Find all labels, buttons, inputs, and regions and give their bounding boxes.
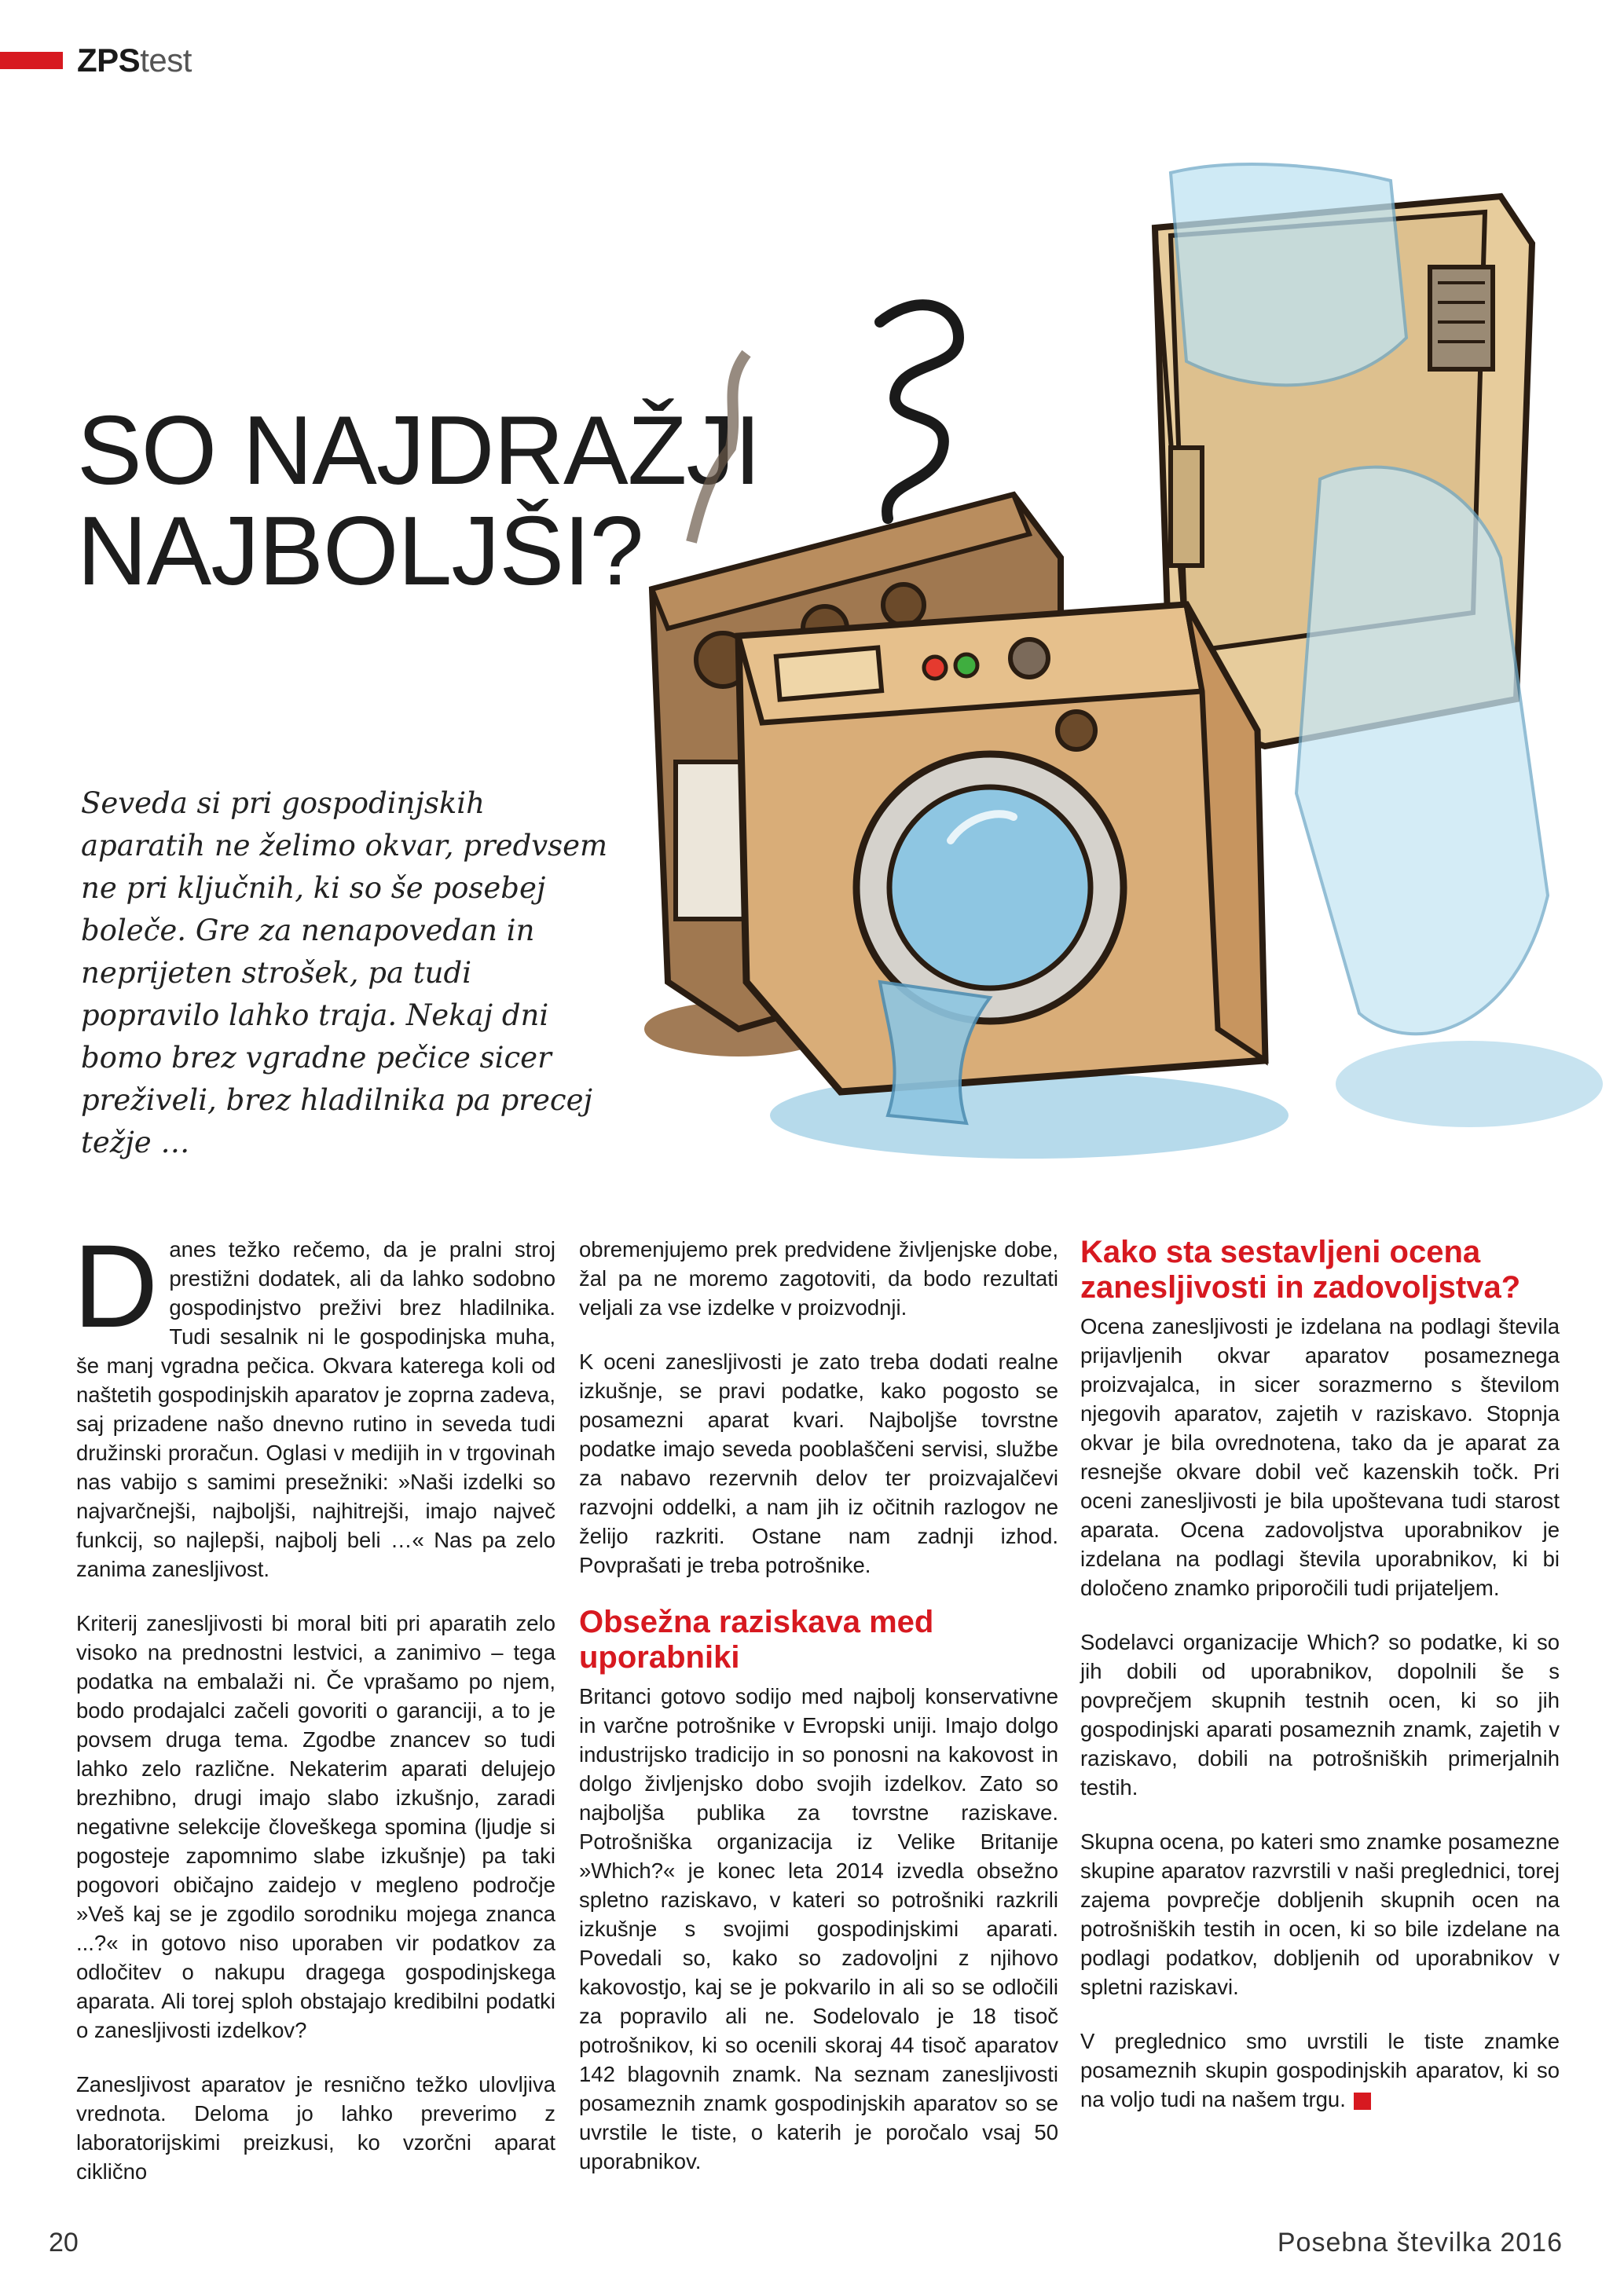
program-dial xyxy=(1010,639,1048,677)
oven-knob xyxy=(883,584,924,625)
drop-cap: D xyxy=(73,1220,159,1352)
body-column-3 xyxy=(1080,1235,1560,2139)
paragraph: Skupna ocena, po kateri smo znamke posamezne skupine aparatov razvrstili v naši preglednici, torej zajema povprečje dobljenih skupnih ocen na potrošniških testih in ocen, ki so bile izdelane na podlagi podatkov, dobljenih od uporabnikov v spletni raziskavi. xyxy=(1080,1829,1560,1999)
broken-knob xyxy=(1058,712,1095,749)
paragraph xyxy=(1080,2027,1560,2114)
body-column-1 xyxy=(73,1220,555,2211)
paragraph-text: anes težko rečemo, da je pralni stroj prestižni dodatek, ali da lahko sodobno gospodinjstvo preživi brez hladilnika. Tudi sesalnik ni le gospodinjska muha, še manj vgradna pečica. Okvara katerega koli od naštetih gospodinjskih aparatov je zoprna zadeva, saj prizadene našo dnevno rutino in seveda tudi družinski proračun. Oglasi v medijih in v trgovinah nas vabijo s samimi presežniki: »Naši izdelki so najvarčnejši, najboljši, najhitrejši, imajo največ funkcij, so najlepši, najbolj beli …« Nas pa zelo zanima zanesljivost. xyxy=(76,1237,555,1581)
body-column-2 xyxy=(579,1235,1058,2201)
section-heading: Obsežna raziskava med uporabniki xyxy=(579,1605,934,1675)
logo-bold: ZPS xyxy=(77,42,141,79)
paragraph: K oceni zanesljivosti je zato treba dodati realne izkušnje, se pravi podatke, kako pogosto se posamezni aparat kvari. Najboljše tovrstne podatke imajo seveda pooblaščeni servisi, službe za nabavo rezervnih delov ter proizvajalčevi razvojni oddelki, a nam jih iz očitnih razlogov ne želijo razkriti. Ostane nam zadnji izhod. Povprašati je treba potrošnike. xyxy=(579,1349,1058,1577)
paragraph xyxy=(73,1220,555,1584)
water-puddle-right xyxy=(1336,1041,1603,1127)
paragraph: Ocena zanesljivosti je izdelana na podlagi števila prijavljenih okvar aparatov posameznega proizvajalca, in sicer sorazmerno s številom njegovih aparatov, zajetih v raziskavo. Stopnja okvar je bila ovrednotena, tako da je aparat za resnejše okvare dobil več kazenskih točk. Pri oceni zanesljivosti je bila upoštevana tudi starost aparata. Ocena zadovoljstva uporabnikov je izdelana na podlagi števila uporabnikov, ki bi določeno znamko priporočili tudi prijateljem. xyxy=(1080,1314,1560,1600)
page-number: 20 xyxy=(49,2228,79,2258)
end-of-article-mark xyxy=(1354,2093,1371,2110)
paragraph: obremenjujemo prek predvidene življenjske dobe, žal pa ne moremo zagotoviti, da bodo rezultati veljali za vse izdelke v proizvodnji. xyxy=(579,1237,1058,1320)
magazine-logo xyxy=(77,42,192,79)
title-line-1: SO NAJDRAŽJI xyxy=(77,397,761,505)
indicator-light-green xyxy=(955,654,977,676)
paragraph: Sodelavci organizacije Which? so podatke, ki so jih dobili od uporabnikov, dopolnili še s povprečjem skupnih testnih ocen, ki so jih gospodinjski aparati posameznih znamk, zajetih v raziskavo, dobili na potrošniških primerjalnih testih. xyxy=(1080,1630,1560,1800)
broken-appliances-illustration xyxy=(621,149,1611,1194)
section-heading: Kako sta sestavljeni ocena zanesljivosti in zadovoljstva? xyxy=(1080,1235,1521,1305)
washing-machine xyxy=(739,605,1265,1123)
confused-squiggle-icon xyxy=(880,305,959,518)
paragraph-text: V preglednico smo uvrstili le tiste znamke posameznih skupin gospodinjskih aparatov, ki so na voljo tudi na našem trgu. xyxy=(1080,2029,1560,2111)
header-accent-bar xyxy=(0,52,63,69)
indicator-light-red xyxy=(924,657,946,679)
detergent-drawer xyxy=(776,647,882,699)
fridge-handle xyxy=(1171,448,1202,566)
issue-label: Posebna številka 2016 xyxy=(1277,2228,1563,2258)
article-lead: Seveda si pri gospodinjskih aparatih ne želimo okvar, predvsem ne pri ključnih, ki so še posebej boleče. Gre za nenapovedan in neprijeten strošek, pa tudi popravilo lahko traja. Nekaj dni bomo brez vgradne pečice sicer preživeli, brez hladilnika pa precej težje … xyxy=(81,786,608,1159)
paragraph: Britanci gotovo sodijo med najbolj konservativne in varčne potrošnike v Evropski uniji. Imajo dolgo industrijsko tradicijo in so ponosni na kakovost in dolgo življenjsko dobo svojih izdelkov. Zato so najboljša publika za tovrstne raziskave. Potrošniška organizacija iz Velike Britanije »Which?« je konec leta 2014 izvedla obsežno spletno raziskavo, v kateri so potrošniki razkrili izkušnje s svojimi gospodinjskimi aparati. Povedali so, kako so zadovoljni z njihovo kakovostjo, kaj se je pokvarilo in ali so se odločili za popravilo ali ne. Sodelovalo je 18 tisoč potrošnikov, ki so ocenili skoraj 44 tisoč aparatov 142 blagovnih znamk. Na seznam zanesljivosti posameznih znamk gospodinjskih aparatov so se uvrstile le tiste, o katerih je poročalo vsaj 50 uporabnikov. xyxy=(579,1684,1058,2173)
logo-light: test xyxy=(140,42,192,79)
paragraph: Kriterij zanesljivosti bi moral biti pri aparatih zelo visoko na prednostni lestvici, a zanimivo – tega podatka na embalaži ni. Če vprašamo po njem, bodo prodajalci začeli govoriti o garanciji, a to je povsem druga tema. Zgodbe znancev so tudi lahko zelo različne. Nekaterim aparati delujejo brezhibno, drugi imajo slabo izkušnjo, zaradi negativne selekcije človeškega spomina (ljudje si pogosteje zapomnimo slabe izkušnje) pa taki pogovori običajno zaidejo v megleno področje »Veš kaj se je zgodilo sorodniku mojega znanca ...?« in gotovo niso uporaben vir podatkov za odločitev o nakupu dragega gospodinjskega aparata. Ali torej sploh obstajajo kredibilni podatki o zanesljivosti izdelkov? xyxy=(76,1611,555,2042)
title-line-2: NAJBOLJŠI? xyxy=(77,497,643,606)
paragraph: Zanesljivost aparatov je resnično težko ulovljiva vrednota. Deloma jo lahko preverimo z laboratorijskimi preizkusi, ko vzorčni aparat ciklično xyxy=(76,2072,555,2184)
